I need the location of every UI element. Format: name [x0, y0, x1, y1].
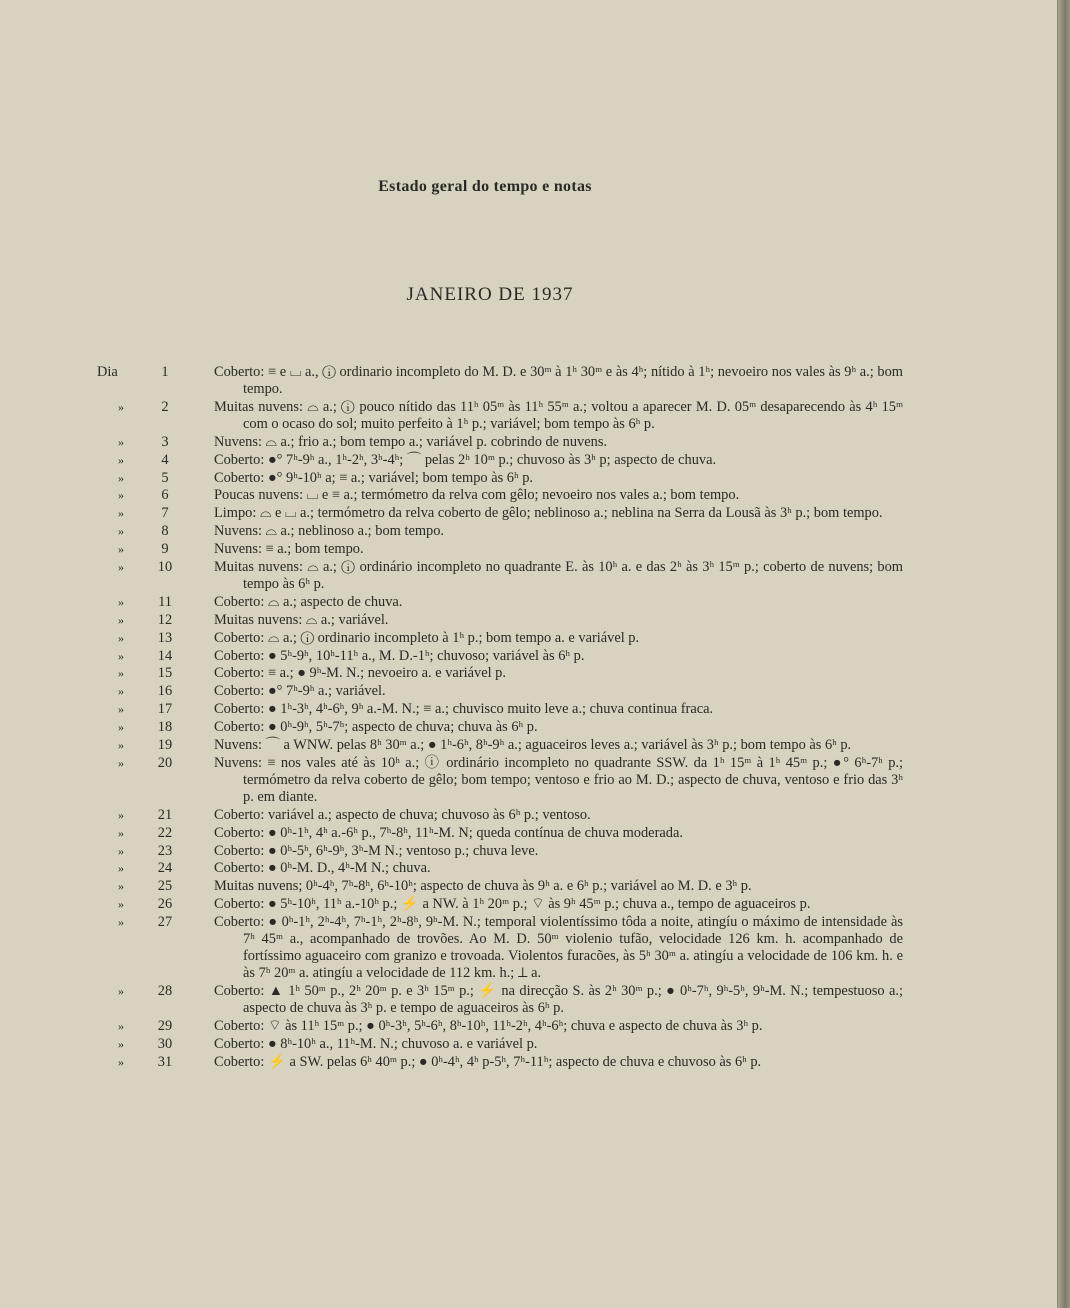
list-item — [0, 505, 1058, 522]
entry-text: Nuvens: ≡ nos vales até às 10ʰ a.; ⓘ ordinário incompleto no quadrante SSW. da 1ʰ 15ᵐ à 1ʰ 45ᵐ p.; ●° 6ʰ-7ʰ p.; termómetro da relva coberto de gêlo; bom tempo; ventoso e frio ao M. D.; aspecto de chuva, ventoso e frio das 3ʰ p. em diante. — [214, 754, 903, 805]
entry-text: Nuvens: ⌒ a WNW. pelas 8ʰ 30ᵐ a.; ● 1ʰ-6ʰ, 8ʰ-9ʰ a.; aguaceiros leves a.; variável às 3ʰ p.; bom tempo às 6ʰ p. — [214, 737, 852, 754]
list-item — [0, 487, 1058, 504]
list-item — [0, 364, 1058, 398]
entry-text: Coberto: ● 0ʰ-M. D., 4ʰ-M N.; chuva. — [214, 860, 431, 877]
entry-text: Poucas nuvens: ⌴ e ≡ a.; termómetro da relva com gêlo; nevoeiro nos vales a.; bom tempo. — [214, 487, 740, 504]
list-item — [0, 1054, 1058, 1071]
ditto-mark: » — [118, 666, 124, 681]
ditto-mark: » — [118, 825, 124, 840]
entry-text: Muitas nuvens; 0ʰ-4ʰ, 7ʰ-8ʰ, 6ʰ-10ʰ; aspecto de chuva às 9ʰ a. e 6ʰ p.; variável ao M. D. e 3ʰ p. — [214, 878, 752, 895]
list-item — [0, 701, 1058, 718]
list-item — [0, 914, 1058, 982]
ditto-mark: » — [118, 1054, 124, 1069]
ditto-mark: » — [118, 755, 124, 770]
ditto-mark: » — [118, 861, 124, 876]
entry-text: Coberto: ● 8ʰ-10ʰ a., 11ʰ-M. N.; chuvoso a. e variável p. — [214, 1035, 538, 1052]
day-number: 20 — [157, 754, 173, 771]
entry-text: Coberto: ▲ 1ʰ 50ᵐ p., 2ʰ 20ᵐ p. e 3ʰ 15ᵐ p.; ⚡ na direcção S. às 2ʰ 30ᵐ p.; ● 0ʰ-7ʰ, 9ʰ-5ʰ, 9ʰ-M. N.; tempestuoso a.; aspecto de chuva às 3ʰ p. e tempo de aguaceiros às 6ʰ p. — [214, 983, 903, 1017]
ditto-mark: » — [118, 452, 124, 467]
day-number: 9 — [161, 541, 169, 558]
entry-text: Coberto: ●° 7ʰ-9ʰ a.; variável. — [214, 683, 386, 700]
list-item — [0, 807, 1058, 824]
ditto-mark: » — [118, 897, 124, 912]
list-item — [0, 594, 1058, 611]
ditto-mark: » — [118, 488, 124, 503]
entry-text: Coberto: ● 0ʰ-1ʰ, 4ʰ a.-6ʰ p., 7ʰ-8ʰ, 11ʰ-M. N; queda contínua de chuva moderada. — [214, 824, 683, 841]
ditto-mark: » — [118, 630, 124, 645]
day-number: 31 — [157, 1053, 173, 1070]
day-number: 7 — [161, 505, 169, 522]
ditto-mark: » — [118, 594, 124, 609]
entry-text: Coberto: ● 5ʰ-9ʰ, 10ʰ-11ʰ a., M. D.-1ʰ; chuvoso; variável às 6ʰ p. — [214, 647, 585, 664]
list-item — [0, 452, 1058, 469]
ditto-mark: » — [118, 434, 124, 449]
day-number: 23 — [157, 842, 173, 859]
day-number: 27 — [157, 914, 173, 931]
day-number: 29 — [157, 1017, 173, 1034]
list-item — [0, 523, 1058, 540]
ditto-mark: » — [118, 984, 124, 999]
ditto-mark: » — [118, 702, 124, 717]
dia-label: Dia — [97, 364, 118, 380]
ditto-mark: » — [118, 1036, 124, 1051]
day-number: 6 — [161, 487, 169, 504]
entry-text: Coberto: ●° 9ʰ-10ʰ a; ≡ a.; variável; bom tempo às 6ʰ p. — [214, 469, 533, 486]
list-item — [0, 983, 1058, 1017]
list-item — [0, 737, 1058, 754]
month-heading: JANEIRO DE 1937 — [406, 284, 574, 305]
ditto-mark: » — [118, 399, 124, 414]
day-number: 5 — [161, 469, 169, 486]
entry-text: Coberto: ● 1ʰ-3ʰ, 4ʰ-6ʰ, 9ʰ a.-M. N.; ≡ a.; chuvisco muito leve a.; chuva continua fraca. — [214, 701, 714, 718]
day-number: 19 — [157, 737, 173, 754]
day-number: 21 — [157, 806, 173, 823]
day-number: 13 — [157, 629, 173, 646]
ditto-mark: » — [118, 524, 124, 539]
list-item — [0, 434, 1058, 451]
day-number: 4 — [161, 451, 169, 468]
day-number: 14 — [157, 647, 173, 664]
entry-text: Limpo: ⌓ e ⌴ a.; termómetro da relva coberto de gêlo; neblinoso a.; neblina na Serra da Lousã às 3ʰ p.; bom tempo. — [214, 505, 883, 522]
day-number: 22 — [157, 824, 173, 841]
list-item — [0, 860, 1058, 877]
entry-text: Coberto: ● 0ʰ-1ʰ, 2ʰ-4ʰ, 7ʰ-1ʰ, 2ʰ-8ʰ, 9ʰ-M. N.; temporal violentíssimo tôda a noite, atingíu o máximo de intensidade às 7ʰ 45ᵐ a., acompanhado de trovões. Ao M. D. 50ᵐ violenio tufão, velocidade 126 km. h. acompanhado de fortíssimo aguaceiro com granizo e trovoada. Violentos furacões, às 5ʰ 30ᵐ a. atingíu a velocidade de 106 km. h. e às 7ʰ 20ᵐ a. atingíu a velocidade de 112 km. h.; ⟂ a. — [214, 914, 903, 982]
ditto-mark: » — [118, 738, 124, 753]
day-number: 30 — [157, 1035, 173, 1052]
entry-text: Coberto: ● 0ʰ-5ʰ, 6ʰ-9ʰ, 3ʰ-M N.; ventoso p.; chuva leve. — [214, 842, 539, 859]
ditto-mark: » — [118, 560, 124, 575]
ditto-mark: » — [118, 720, 124, 735]
list-item — [0, 470, 1058, 487]
entry-text: Nuvens: ⌓ a.; frio a.; bom tempo a.; variável p. cobrindo de nuvens. — [214, 433, 608, 450]
list-item — [0, 630, 1058, 647]
day-number: 25 — [157, 878, 173, 895]
list-item — [0, 843, 1058, 860]
entry-text: Muitas nuvens: ⌓ a.; variável. — [214, 611, 389, 628]
day-number: 18 — [157, 719, 173, 736]
day-number: 16 — [157, 683, 173, 700]
ditto-mark: » — [118, 470, 124, 485]
list-item — [0, 878, 1058, 895]
list-item — [0, 719, 1058, 736]
entry-text: Nuvens: ⌓ a.; neblinoso a.; bom tempo. — [214, 523, 445, 540]
entry-text: Coberto: ≡ a.; ● 9ʰ-M. N.; nevoeiro a. e variável p. — [214, 665, 506, 682]
day-number: 17 — [157, 701, 173, 718]
day-number: 2 — [161, 398, 169, 415]
ditto-mark: » — [118, 915, 124, 930]
day-number: 15 — [157, 665, 173, 682]
book-spine-edge — [1058, 0, 1070, 1308]
entries-list — [0, 364, 1058, 1072]
list-item — [0, 648, 1058, 665]
entry-text: Nuvens: ≡ a.; bom tempo. — [214, 541, 364, 558]
ditto-mark: » — [118, 542, 124, 557]
list-item — [0, 541, 1058, 558]
ditto-mark: » — [118, 684, 124, 699]
entry-text: Coberto: ≡ e ⌴ a., ⓘ ordinario incompleto do M. D. e 30ᵐ à 1ʰ 30ᵐ e às 4ʰ; nítido à 1ʰ; nevoeiro nos vales às 9ʰ a.; bom tempo. — [214, 364, 903, 397]
day-number: 1 — [161, 364, 169, 380]
entry-text: Coberto: ⌓ a.; aspecto de chuva. — [214, 593, 403, 610]
ditto-mark: » — [118, 612, 124, 627]
list-item — [0, 896, 1058, 913]
ditto-mark: » — [118, 1018, 124, 1033]
ditto-mark: » — [118, 807, 124, 822]
entry-text: Coberto: ⌓ a.; ⓘ ordinario incompleto à 1ʰ p.; bom tempo a. e variável p. — [214, 629, 640, 646]
list-item — [0, 1036, 1058, 1053]
entry-text: Coberto: ⚡ a SW. pelas 6ʰ 40ᵐ p.; ● 0ʰ-4ʰ, 4ʰ p-5ʰ, 7ʰ-11ʰ; aspecto de chuva e chuvoso às 6ʰ p. — [214, 1053, 762, 1070]
day-number: 8 — [161, 523, 169, 540]
day-number: 24 — [157, 860, 173, 877]
ditto-mark: » — [118, 879, 124, 894]
entry-text: Coberto: variável a.; aspecto de chuva; chuvoso às 6ʰ p.; ventoso. — [214, 806, 591, 823]
entry-text: Coberto: ● 5ʰ-10ʰ, 11ʰ a.-10ʰ p.; ⚡ a NW. à 1ʰ 20ᵐ p.; ⌔ às 9ʰ 45ᵐ p.; chuva a., tempo de aguaceiros p. — [214, 896, 811, 913]
list-item — [0, 559, 1058, 593]
list-item — [0, 612, 1058, 629]
entry-text: Coberto: ● 0ʰ-9ʰ, 5ʰ-7ʰ; aspecto de chuva; chuva às 6ʰ p. — [214, 719, 538, 736]
ditto-mark: » — [118, 843, 124, 858]
page-title: Estado geral do tempo e notas — [378, 178, 592, 195]
ditto-mark: » — [118, 506, 124, 521]
list-item — [0, 1018, 1058, 1035]
list-item — [0, 665, 1058, 682]
entry-text: Muitas nuvens: ⌓ a.; ⓘ pouco nítido das 11ʰ 05ᵐ às 11ʰ 55ᵐ a.; voltou a aparecer M. D. 05ᵐ desaparecendo às 4ʰ 15ᵐ com o ocaso do sol; muito perfeito à 1ʰ p.; variável; bom tempo às 6ʰ p. — [214, 398, 903, 432]
entry-text: Coberto: ⌔ às 11ʰ 15ᵐ p.; ● 0ʰ-3ʰ, 5ʰ-6ʰ, 8ʰ-10ʰ, 11ʰ-2ʰ, 4ʰ-6ʰ; chuva e aspecto de chuva às 3ʰ p. — [214, 1017, 763, 1034]
day-number: 11 — [158, 593, 172, 610]
day-number: 26 — [157, 896, 173, 913]
day-number: 3 — [161, 433, 169, 450]
list-item — [0, 755, 1058, 806]
day-number: 12 — [157, 611, 173, 628]
day-number: 28 — [157, 983, 173, 1000]
entry-text: Muitas nuvens: ⌓ a.; ⓘ ordinário incompleto no quadrante E. às 10ʰ a. e das 2ʰ às 3ʰ 15ᵐ p.; coberto de nuvens; bom tempo às 6ʰ p. — [214, 559, 903, 593]
ditto-mark: » — [118, 648, 124, 663]
day-number: 10 — [157, 559, 173, 576]
list-item — [0, 399, 1058, 433]
entry-text: Coberto: ●° 7ʰ-9ʰ a., 1ʰ-2ʰ, 3ʰ-4ʰ; ⌒ pelas 2ʰ 10ᵐ p.; chuvoso às 3ʰ p; aspecto de chuva. — [214, 451, 717, 468]
list-item — [0, 825, 1058, 842]
list-item — [0, 683, 1058, 700]
